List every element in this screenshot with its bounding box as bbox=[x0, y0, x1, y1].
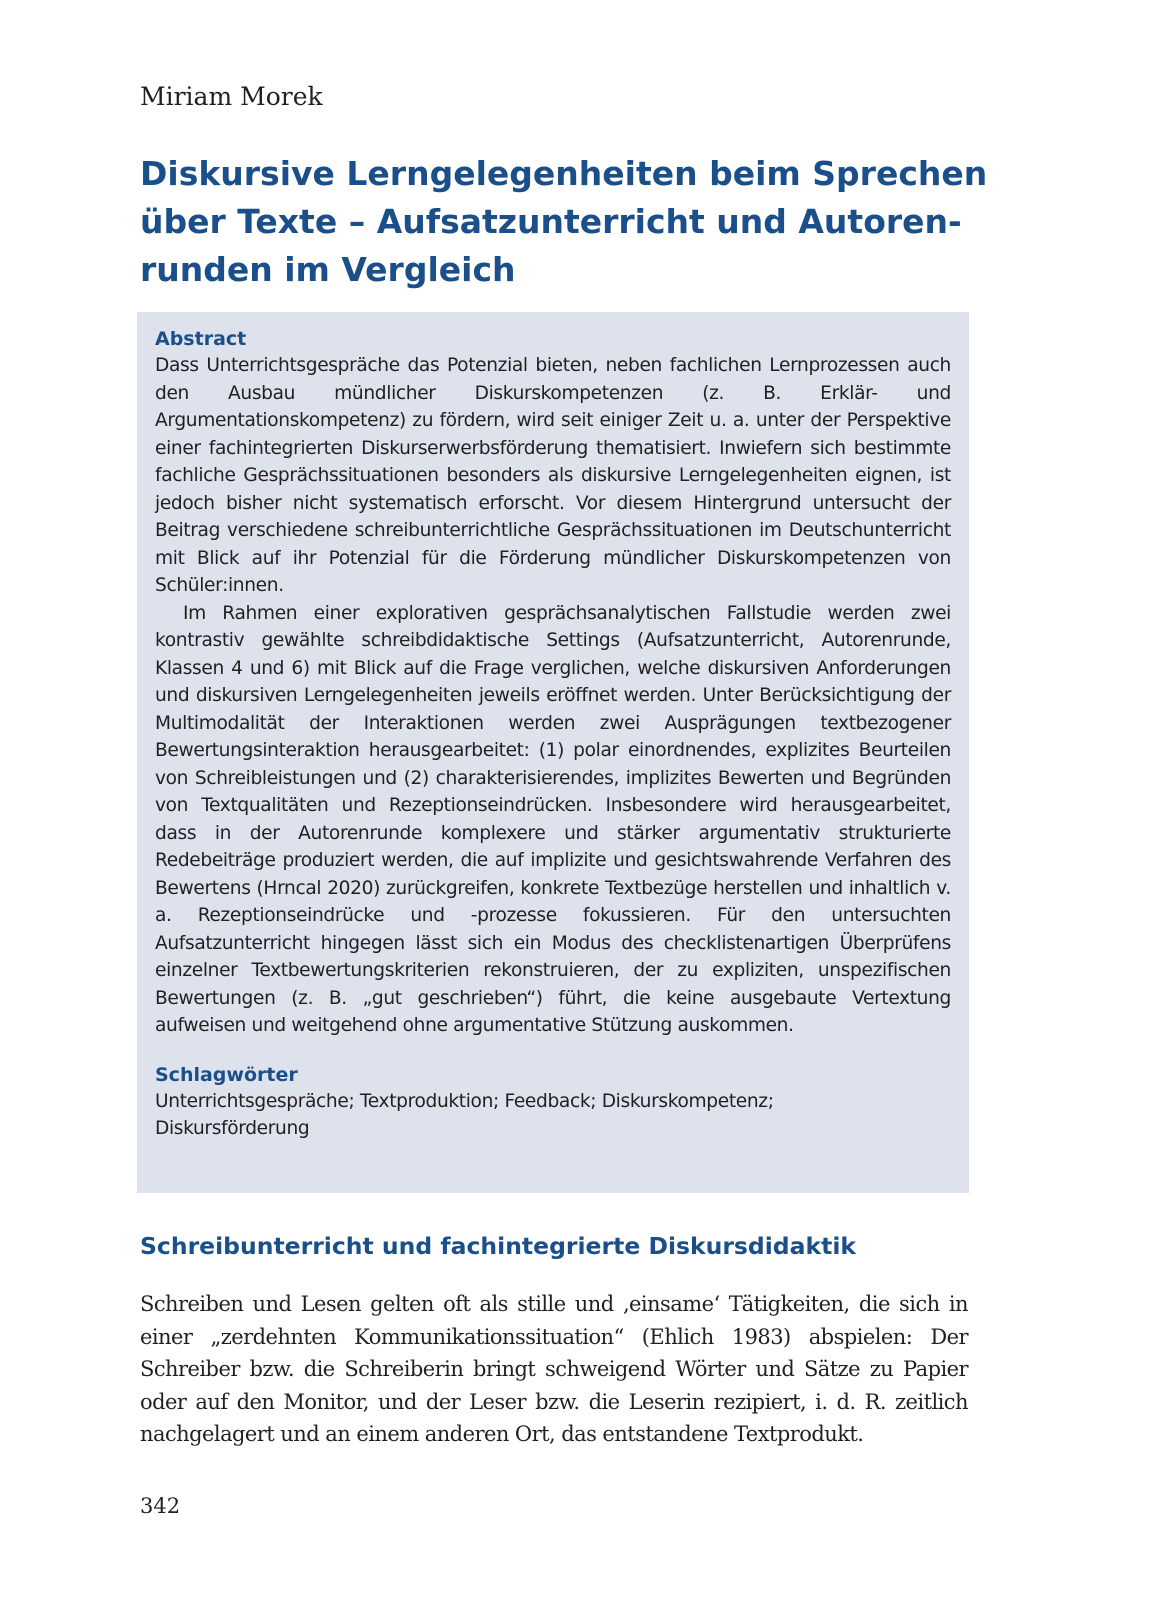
abstract-paragraph: Im Rahmen einer explorativen gesprächsanalytischen Fallstudie werden zwei kontrastiv gewählte schreibdidaktische Settings (Aufsatzunterricht, Autorenrunde, Klassen 4 und 6) mit Blick auf die Frage verglichen, welche diskursiven Anforderungen und diskursiven Lerngelegenheiten jeweils eröffnet werden. Unter Berücksichtigung der Multimodalität der Interaktionen werden zwei Ausprägungen textbezogener Bewertungsinteraktion herausgearbeitet: (1) polar einordnendes, explizites Beurteilen von Schreibleistungen und (2) charakterisierendes, implizites Bewerten und Begründen von Textqualitäten und Rezeptionseindrücken. Insbesondere wird herausgearbeitet, dass in der Autorenrunde komplexere und stärker argumentativ strukturierte Redebeiträge produziert werden, die auf implizite und gesichtswahrende Verfahren des Bewertens (Hrncal 2020) zurückgreifen, konkrete Textbezüge herstellen und inhaltlich v. a. Rezeptionseindrücke und -prozesse fokussieren. Für den untersuchten Aufsatzunterricht hingegen lässt sich ein Modus des checklistenartigen Überprüfens einzelner Textbewertungskriterien rekonstruieren, der zu expliziten, unspezifischen Bewertungen (z. B. „gut geschrieben“) führt, die keine ausgebaute Vertextung aufweisen und weitgehend ohne argumentative Stützung auskommen. bbox=[155, 602, 951, 1036]
author-name: Miriam Morek bbox=[140, 82, 323, 111]
title-line: Diskursive Lerngelegenheiten beim Sprechen bbox=[140, 154, 988, 193]
page-number: 342 bbox=[140, 1494, 181, 1518]
abstract-box bbox=[137, 312, 969, 1193]
keywords-heading: Schlagwörter bbox=[155, 1063, 298, 1086]
article-title bbox=[140, 150, 990, 294]
keywords-list: Unterrichtsgespräche; Textproduktion; Feedback; Diskurskompetenz; Diskursförderung bbox=[155, 1090, 774, 1139]
section-heading: Schreibunterricht und fachintegrierte Diskursdidaktik bbox=[140, 1232, 857, 1260]
body-paragraph: Schreiben und Lesen gelten oft als stille und ‚einsame‘ Tätigkeiten, die sich in einer „zerdehnten Kommunikationssituation“ (Ehlich 1983) abspielen: Der Schreiber bzw. die Schreiberin bringt schweigend Wörter und Sätze zu Papier oder auf den Monitor, und der Leser bzw. die Leserin rezipiert, i. d. R. zeitlich nachgelagert und an einem anderen Ort, das entstandene Textprodukt. bbox=[140, 1292, 968, 1446]
title-line: über Texte – Aufsatzunterricht und Autoren- bbox=[140, 202, 962, 241]
abstract-paragraph: Dass Unterrichtsgespräche das Potenzial bieten, neben fachlichen Lernprozessen auch den Ausbau mündlicher Diskurskompetenzen (z. B. Erklär- und Argumentationskompetenz) zu fördern, wird seit einiger Zeit u. a. unter der Perspektive einer fachintegrierten Diskurserwerbsförderung thematisiert. Inwiefern sich bestimmte fachliche Gesprächssituationen besonders als diskursive Lerngelegenheiten eignen, ist jedoch bisher nicht systematisch erforscht. Vor diesem Hintergrund untersucht der Beitrag verschiedene schreibunterrichtliche Gesprächssituationen im Deutschunterricht mit Blick auf ihr Potenzial für die Förderung mündlicher Diskurskompetenzen von Schüler:innen. bbox=[155, 355, 951, 596]
title-line: runden im Vergleich bbox=[140, 250, 516, 289]
abstract-heading: Abstract bbox=[155, 328, 247, 350]
abstract-text bbox=[155, 352, 951, 1040]
